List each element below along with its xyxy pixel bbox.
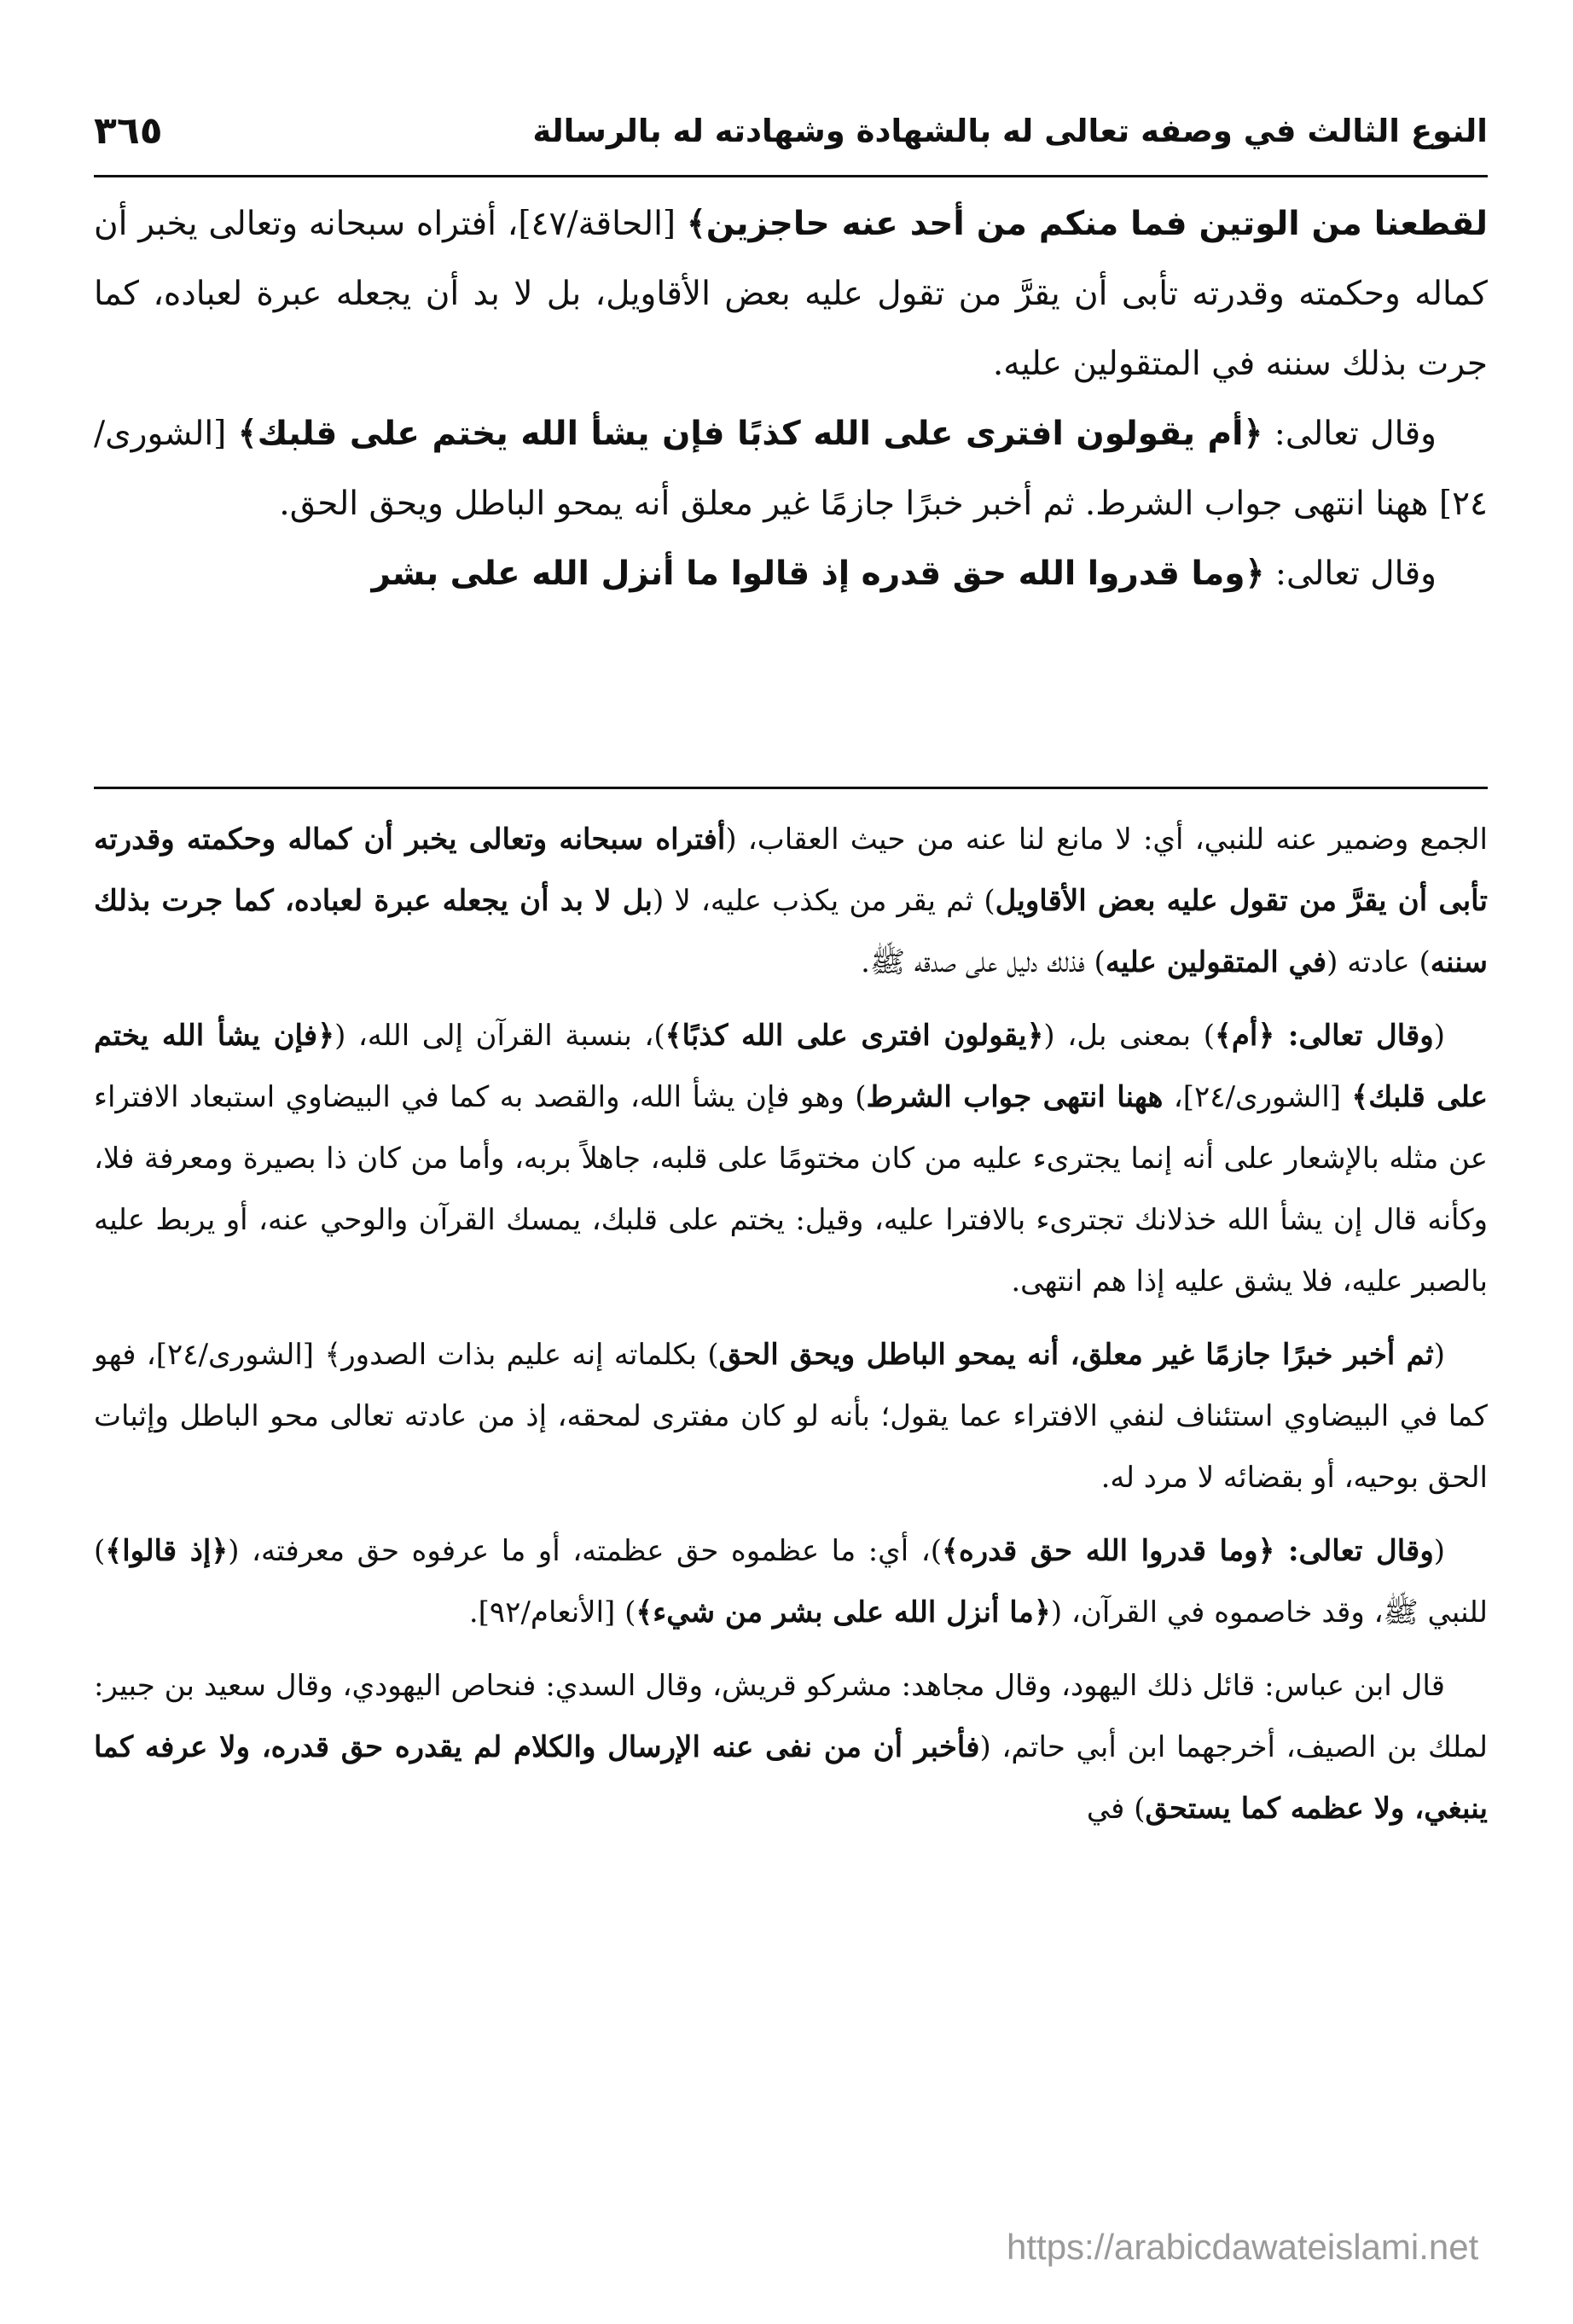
comm-text: ) فذلك دليل على صدقه ﷺ. xyxy=(861,945,1106,979)
main-text xyxy=(94,189,1488,609)
comm-quoted: وقال تعالى: ﴿أم﴾ xyxy=(1214,1019,1434,1053)
comm-quoted: ههنا انتهى جواب الشرط xyxy=(866,1080,1164,1114)
commentary-paragraph-3: (ثم أخبر خبرًا جازمًا غير معلق، أنه يمحو الباطل ويحق الحق) بكلماته إنه عليم بذات الصدور﴾ [الشورى/٢٤]، فهو كما في البيضاوي استئناف لنفي الافتراء عما يقول؛ بأنه لو كان مفترى لمحقه، إذ من عادته تعالى محو الباطل وإثبات الحق بوحيه، أو بقضائه لا مرد له. xyxy=(94,1338,1488,1495)
main-text-body: ههنا انتهى جواب الشرط. ثم أخبر خبرًا جازمًا غير معلق أنه يمحو الباطل ويحق الحق. xyxy=(279,485,1429,523)
comm-quoted: في المتقولين عليه xyxy=(1105,945,1327,979)
comm-text: الجمع وضمير عنه للنبي، أي: لا مانع لنا عنه من حيث العقاب، ( xyxy=(725,822,1488,857)
comm-text: [الشورى/٢٤]، xyxy=(1163,1080,1352,1114)
comm-text: ) ثم يقر من يكذب عليه، لا ( xyxy=(652,884,995,918)
running-header xyxy=(94,101,1488,160)
commentary-paragraph-5 xyxy=(94,1655,1488,1839)
comm-quoted: فأخبر أن من نفى عنه الإرسال والكلام لم يقدره حق قدره، ولا عرفه كما ينبغي، ولا عظمه كما يستحق xyxy=(94,1730,1488,1826)
comm-text: ) للنبي ﷺ، وقد خاصموه في القرآن، ( xyxy=(94,1534,1488,1630)
comm-text: ) وهو فإن يشأ الله، والقصد به كما في البيضاوي استبعاد الافتراء عن مثله بالإشعار على أنه إنما يجترىء عليه من كان مختومًا على قلبه، جاهلاً بربه، وأما من كان ذا بصيرة ومعرفة فلا، وكأنه قال إن يشأ الله خذلانك تجترىء بالافترا عليه، وقيل: يختم على قلبك، يمسك القرآن والوحي عنه، أو يربط عليه بالصبر عليه، فلا يشق عليه إذا هم انتهى. xyxy=(94,1080,1488,1299)
commentary-rule xyxy=(94,787,1488,789)
verse-reference: [الشورى/٢٤] xyxy=(94,415,1488,523)
header-rule xyxy=(94,175,1488,177)
commentary-paragraph-4: (وقال تعالى: ﴿وما قدروا الله حق قدره﴾)، أي: ما عظموه حق عظمته، أو ما عرفوه حق معرفته، (﴿إذ قالوا﴾) للنبي ﷺ، وقد خاصموه في القرآن، (﴿ما أنزل الله على بشر من شيء﴾) [الأنعام/٩٢]. xyxy=(94,1534,1488,1630)
comm-quoted: ﴿ما أنزل الله على بشر من شيء﴾ xyxy=(636,1595,1051,1630)
comm-quoted: وقال تعالى: ﴿وما قدروا الله حق قدره﴾ xyxy=(942,1534,1434,1568)
quran-quote: ﴿أم يقولون افترى على الله كذبًا فإن يشأ الله يختم على قلبك﴾ xyxy=(237,415,1263,453)
main-text-body: وقال تعالى: xyxy=(1274,415,1437,453)
comm-quoted: ثم أخبر خبرًا جازمًا غير معلق، أنه يمحو الباطل ويحق الحق xyxy=(718,1338,1434,1372)
commentary xyxy=(94,809,1488,1851)
quran-quote: ﴿وما قدروا الله حق قدره إذ قالوا ما أنزل الله على بشر xyxy=(371,555,1265,593)
comm-text: )، أي: ما عظموه حق عظمته، أو ما عرفوه حق معرفته، ( xyxy=(228,1534,943,1568)
comm-text: ) في xyxy=(1086,1792,1146,1826)
comm-text: قال ابن عباس: قائل ذلك اليهود، وقال مجاهد: مشركو قريش، وقال السدي: فنحاص اليهودي، وقال سعيد بن جبير: لملك بن الصيف، أخرجهما ابن أبي حاتم، ( xyxy=(94,1669,1488,1764)
main-paragraph-1 xyxy=(94,189,1488,399)
comm-quoted: ﴿فإن يشأ الله يختم على قلبك﴾ xyxy=(94,1019,1488,1114)
book-page xyxy=(94,0,1488,2324)
watermark-url: https://arabicdawateislami.net xyxy=(1007,2227,1479,2267)
quran-quote: لقطعنا من الوتين فما منكم من أحد عنه حاجزين﴾ xyxy=(686,205,1488,243)
comm-text: بمعنى بل، ( xyxy=(1043,1019,1204,1053)
main-text-body: أفتراه سبحانه وتعالى يخبر أن كماله وحكمته وقدرته تأبى أن يقرَّ من تقول عليه بعض الأقاويل، بل لا بد أن يجعله عبرة لعباده، كما جرت بذلك سننه في المتقولين عليه. xyxy=(94,205,1489,383)
comm-quoted: أفتراه سبحانه وتعالى يخبر أن كماله وحكمته وقدرته تأبى أن يقرَّ من تقول عليه بعض الأقاويل xyxy=(94,822,1488,918)
commentary-paragraph-2: (وقال تعالى: ﴿أم﴾) بمعنى بل، (﴿يقولون افترى على الله كذبًا﴾)، بنسبة القرآن إلى الله، (﴿فإن يشأ الله يختم على قلبك﴾ [الشورى/٢٤]، ههنا انتهى جواب الشرط) وهو فإن يشأ الله، والقصد به كما في البيضاوي استبعاد الافتراء عن مثله بالإشعار على أنه إنما يجترىء عليه من كان مختومًا على قلبه، جاهلاً بربه، وأما من كان ذا بصيرة ومعرفة فلا، وكأنه قال إن يشأ الله خذلانك تجترىء بالافترا عليه، وقيل: يختم على قلبك، يمسك القرآن والوحي عنه، أو يربط عليه بالصبر عليه، فلا يشق عليه إذا هم انتهى. xyxy=(94,1019,1488,1299)
comm-text: )، بنسبة القرآن إلى الله، ( xyxy=(334,1019,665,1053)
verse-reference: [الحاقة/٤٧]، xyxy=(507,205,676,243)
commentary-paragraph-1 xyxy=(94,809,1488,993)
main-paragraph-2 xyxy=(94,399,1488,539)
comm-quoted: ﴿يقولون افترى على الله كذبًا﴾ xyxy=(665,1019,1044,1053)
main-text-body: وقال تعالى: xyxy=(1274,555,1437,593)
comm-quoted: بل لا بد أن يجعله عبرة لعباده، كما جرت بذلك سننه xyxy=(94,884,1488,979)
comm-text: ) [الأنعام/٩٢]. xyxy=(468,1595,636,1630)
comm-quoted: ﴿إذ قالوا﴾ xyxy=(105,1534,229,1568)
comm-text: ) عادته ( xyxy=(1326,945,1431,979)
comm-text: ) بكلماته إنه عليم بذات الصدور﴾ [الشورى/٢٤]، فهو كما في البيضاوي استئناف لنفي الافتراء عما يقول؛ بأنه لو كان مفترى لمحقه، إذ من عادته تعالى محو الباطل وإثبات الحق بوحيه، أو بقضائه لا مرد له. xyxy=(94,1338,1488,1495)
page-number: ٣٦٥ xyxy=(94,108,163,153)
running-title: النوع الثالث في وصفه تعالى له بالشهادة وشهادته له بالرسالة xyxy=(532,112,1488,149)
main-paragraph-3 xyxy=(94,539,1488,609)
